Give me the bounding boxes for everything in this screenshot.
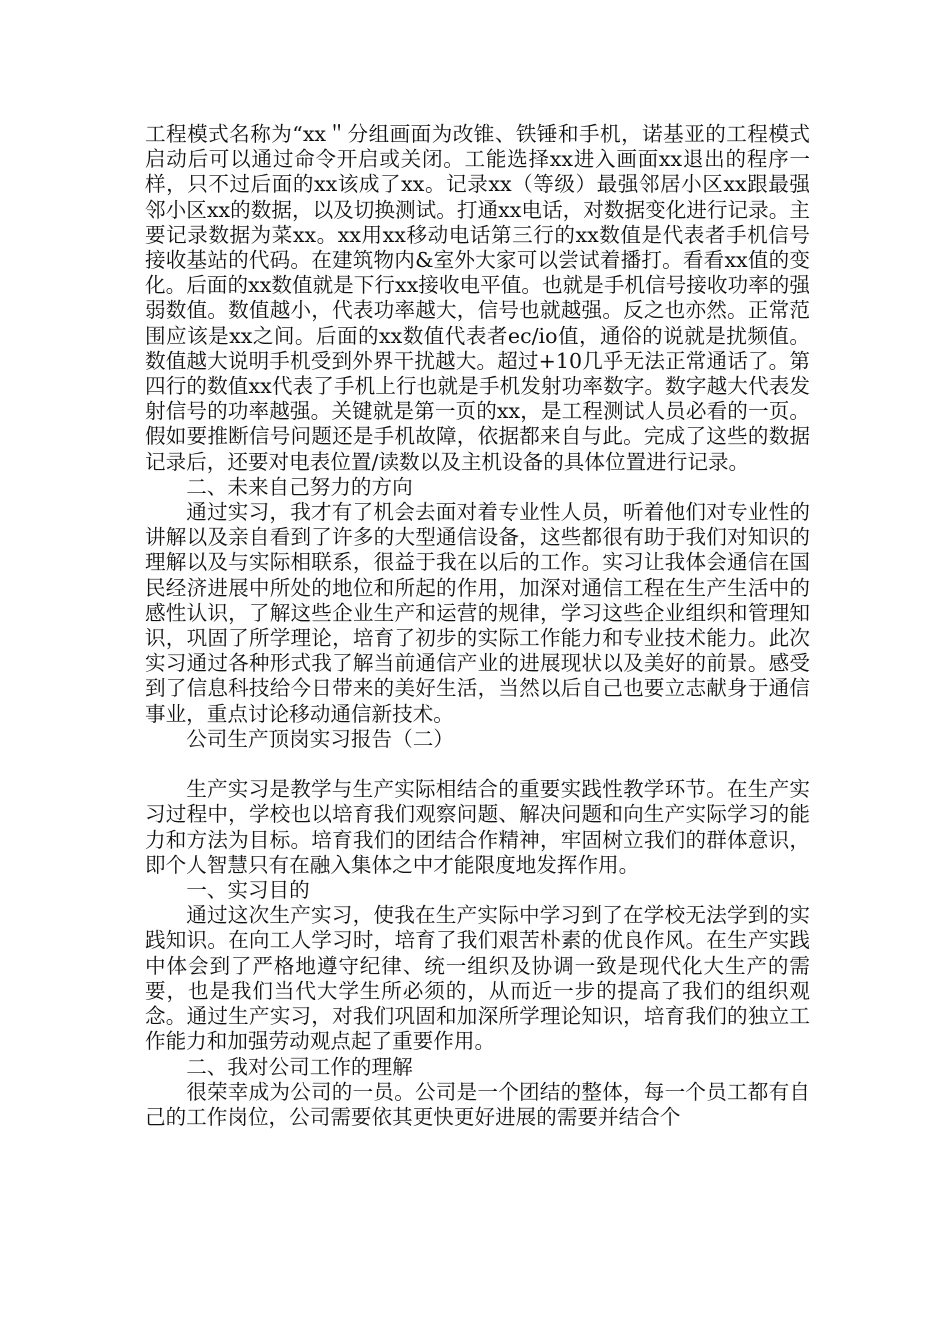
document-page (145, 122, 810, 1130)
report-title: 公司生产顶岗实习报告（二） (186, 726, 454, 751)
body-paragraph: 很荣幸成为公司的一员。公司是一个团结的整体，每一个员工都有自己的工作岗位，公司需要依其更快更好进展的需要并结合个 (145, 1079, 810, 1129)
body-paragraph: 工程模式名称为“xx＂分组画面为改锥、铁锤和手机，诺基亚的工程模式启动后可以通过命令开启或关闭。工能选择xx进入画面xx退出的程序一样，只不过后面的xx该成了xx。记录xx（等级）最强邻居小区xx跟最强邻小区xx的数据，以及切换测试。打通xx电话，对数据变化进行记录。主要记录数据为菜xx。xx用xx移动电话第三行的xx数值是代表者手机信号接收基站的代码。在建筑物内&室外大家可以尝试着播打。看看xx值的变化。后面的xx数值就是下行xx接收电平值。也就是手机信号接收功率的强弱数值。数值越小，代表功率越大，信号也就越强。反之也亦然。正常范围应该是xx之间。后面的xx数值代表者ec/io值，通俗的说就是扰频值。数值越大说明手机受到外界干扰越大。超过+10几乎无法正常通话了。第四行的数值xx代表了手机上行也就是手机发射功率数字。数字越大代表发射信号的功率越强。关键就是第一页的xx，是工程测试人员必看的一页。假如要推断信号问题还是手机故障，依据都来自与此。完成了这些的数据记录后，还要对电表位置/读数以及主机设备的具体位置进行记录。 (145, 122, 810, 474)
blank-line (145, 752, 810, 777)
body-paragraph: 通过实习，我才有了机会去面对着专业性人员，听着他们对专业性的讲解以及亲自看到了许多的大型通信设备，这些都很有助于我们对知识的理解以及与实际相联系，很益于我在以后的工作。实习让我体会通信在国民经济进展中所处的地位和所起的作用，加深对通信工程在生产生活中的感性认识，了解这些企业生产和运营的规律，学习这些企业组织和管理知识，巩固了所学理论，培育了初步的实际工作能力和专业技术能力。此次实习通过各种形式我了解当前通信产业的进展现状以及美好的前景。感受到了信息科技给今日带来的美好生活，当然以后自己也要立志献身于通信事业，重点讨论移动通信新技术。 (145, 500, 810, 726)
body-paragraph: 生产实习是教学与生产实际相结合的重要实践性教学环节。在生产实习过程中，学校也以培育我们观察问题、解决问题和向生产实际学习的能力和方法为目标。培育我们的团结合作精神，牢固树立我们的群体意识，即个人智慧只有在融入集体之中才能限度地发挥作用。 (145, 777, 810, 877)
section-heading: 二、未来自己努力的方向 (186, 474, 413, 499)
section-heading: 二、我对公司工作的理解 (186, 1054, 413, 1079)
section-heading: 一、实习目的 (186, 878, 310, 903)
body-paragraph: 通过这次生产实习，使我在生产实际中学习到了在学校无法学到的实践知识。在向工人学习时，培育了我们艰苦朴素的优良作风。在生产实践中体会到了严格地遵守纪律、统一组织及协调一致是现代化大生产的需要，也是我们当代大学生所必须的，从而近一步的提高了我们的组织观念。通过生产实习，对我们巩固和加深所学理论知识，培育我们的独立工作能力和加强劳动观点起了重要作用。 (145, 903, 810, 1054)
